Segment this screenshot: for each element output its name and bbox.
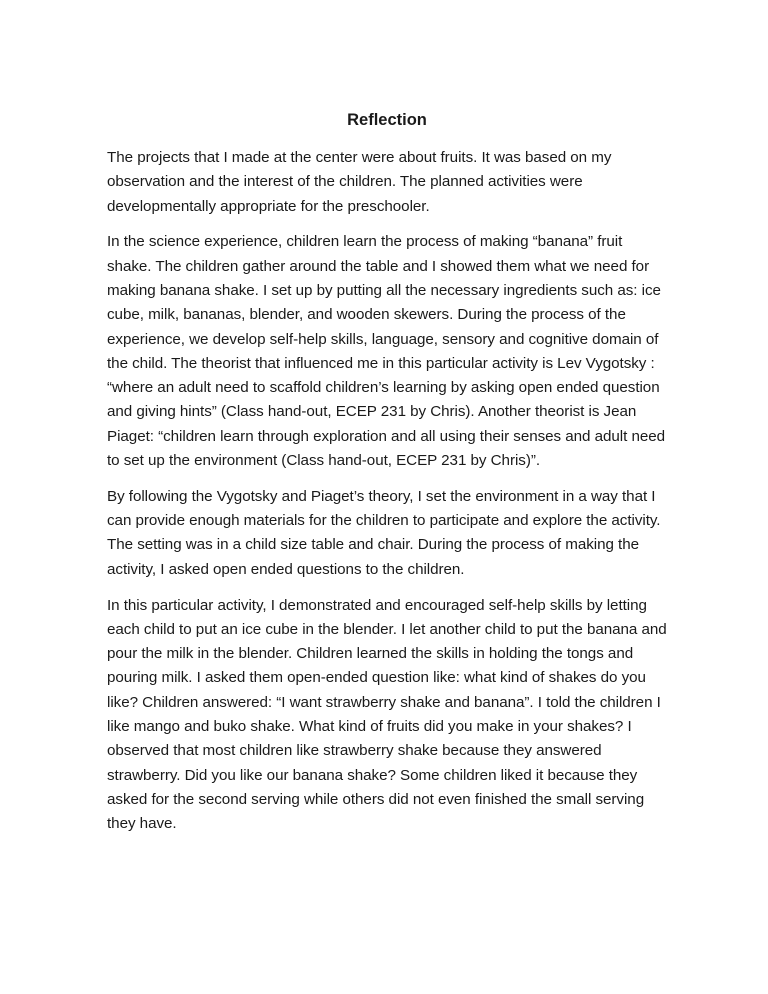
paragraph-intro: The projects that I made at the center were about fruits. It was based on my observation and the interest of the children. The planned activities were developmentally appropriate for the preschooler. <box>107 149 612 215</box>
paragraph-theory-application: By following the Vygotsky and Piaget’s theory, I set the environment in a way that I can provide enough materials for the children to participate and explore the activity. The setting was in a child size table and chair. During the process of making the activity, I asked open ended questions to the children. <box>107 487 661 578</box>
document-body <box>107 107 667 848</box>
document-title: Reflection <box>347 111 427 129</box>
paragraph-science-experience: In the science experience, children learn the process of making “banana” fruit shake. The children gather around the table and I showed them what we need for making banana shake. I set up by putting all the necessary ingredients such as: ice cube, milk, bananas, blender, and wooden skewers. During the process of the experience, we develop self-help skills, language, sensory and cognitive domain of the child. The theorist that influenced me in this particular activity is Lev Vygotsky : “where an adult need to scaffold children’s learning by asking open ended question and giving hints” (Class hand-out, ECEP 231 by Chris). Another theorist is Jean Piaget: “children learn through exploration and all using their senses and adult need to set up the environment (Class hand-out, ECEP 231 by Chris)”. <box>107 233 666 470</box>
paragraph-activity-observation: In this particular activity, I demonstrated and encouraged self-help skills by letting each child to put an ice cube in the blender. I let another child to put the banana and pour the milk in the blender. Children learned the skills in holding the tongs and pouring milk. I asked them open-ended question like: what kind of shakes do you like? Children answered: “I want strawberry shake and banana”. I told the children I like mango and buko shake. What kind of fruits did you make in your shakes? I observed that most children like strawberry shake because they answered strawberry. Did you like our banana shake? Some children liked it because they asked for the second serving while others did not even finished the small serving they have. <box>107 596 667 833</box>
